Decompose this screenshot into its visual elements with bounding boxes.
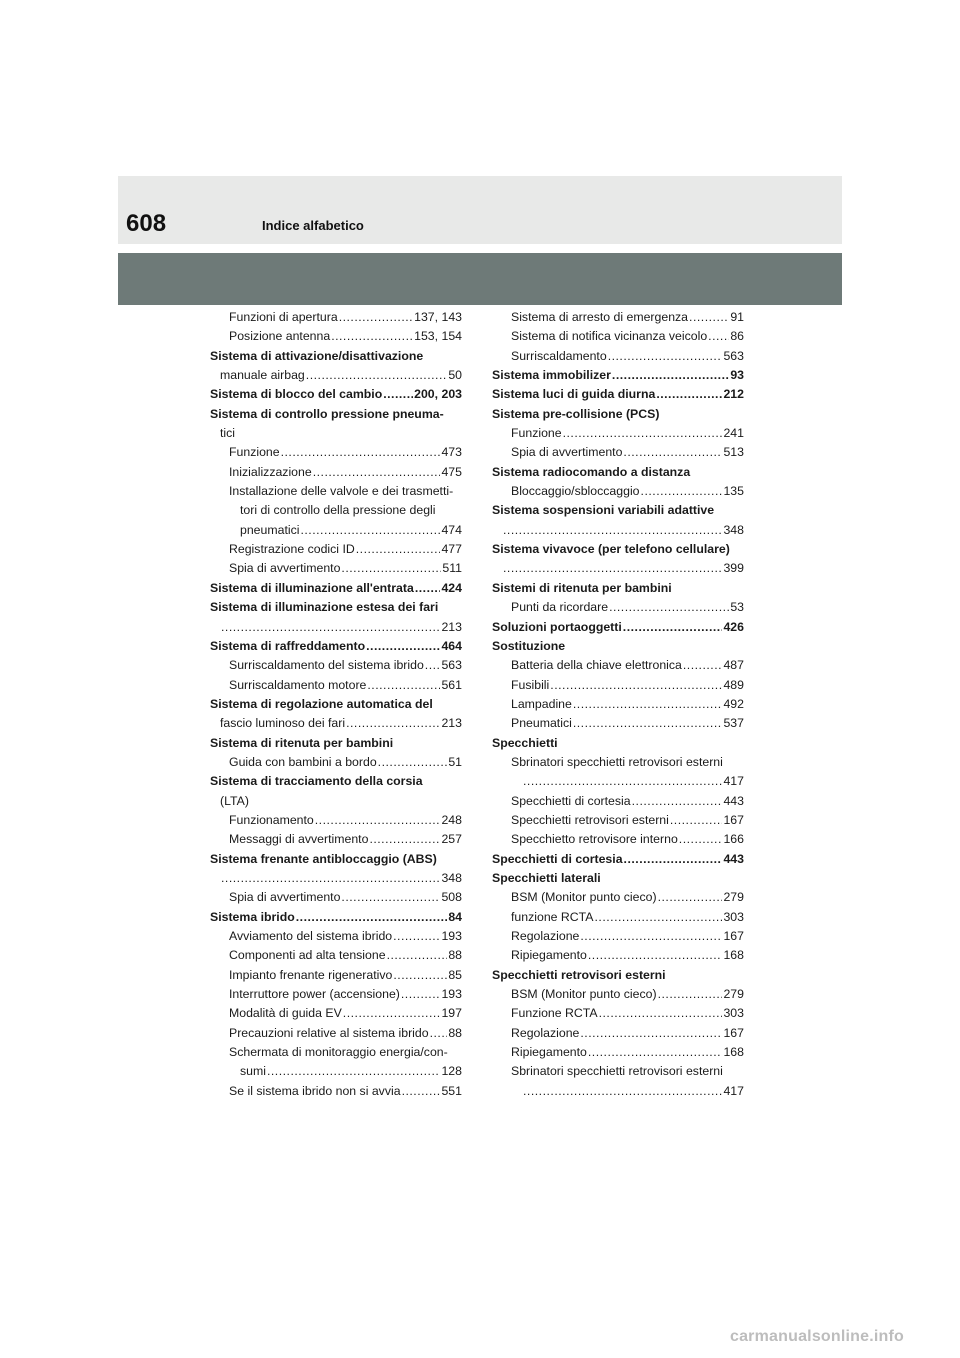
index-entry: [210, 811, 462, 830]
index-entry: [210, 714, 462, 733]
index-entry: [492, 424, 744, 443]
entry-term: Punti da ricordare: [511, 600, 609, 615]
entry-page: 167: [723, 1025, 744, 1040]
entry-page: 551: [441, 1083, 462, 1098]
dot-leader: [341, 888, 440, 907]
entry-term: Schermata di monitoraggio energia/con-: [229, 1045, 448, 1060]
index-entry: [492, 714, 744, 733]
index-entry: [210, 695, 462, 714]
page-number: 608: [126, 210, 167, 237]
entry-term: fascio luminoso dei fari: [220, 716, 346, 731]
index-entry: [210, 327, 462, 346]
index-entry: [210, 579, 462, 598]
index-entry: [492, 985, 744, 1004]
entry-page: 137, 143: [414, 310, 462, 324]
entry-term: Funzionamento: [229, 812, 314, 827]
entry-term: manuale airbag: [220, 368, 305, 383]
dot-leader: [632, 792, 723, 811]
entry-page: 212: [723, 387, 744, 402]
index-entry: [492, 405, 744, 424]
entry-page: 464: [441, 638, 462, 653]
dot-leader: [594, 908, 722, 927]
entry-term: Sistema di controllo pressione pneuma-: [210, 406, 444, 421]
entry-term: Sistema di ritenuta per bambini: [210, 735, 394, 750]
index-column-right: [492, 308, 744, 1101]
dot-leader: [550, 676, 722, 695]
index-entry: [492, 366, 744, 385]
index-entry: [492, 908, 744, 927]
entry-term: Modalità di guida EV: [229, 1006, 342, 1021]
entry-page: 213: [441, 619, 462, 634]
index-entry: [492, 1043, 744, 1062]
entry-term: Specchietti retrovisori esterni: [511, 812, 669, 827]
entry-page: 153, 154: [414, 329, 462, 344]
index-entry: [210, 656, 462, 675]
index-entry: [210, 559, 462, 578]
index-entry: [210, 424, 462, 443]
index-entry: [492, 540, 744, 559]
entry-page: 399: [723, 561, 744, 576]
dot-leader: [415, 579, 441, 598]
entry-term: Sistemi di ritenuta per bambini: [492, 580, 672, 595]
dot-leader: [281, 443, 441, 462]
index-entry: [492, 579, 744, 598]
index-entry: [210, 850, 462, 869]
dot-leader: [503, 559, 722, 578]
entry-term: Sistema pre-collisione (PCS): [492, 406, 660, 421]
entry-term: Specchietto retrovisore interno: [511, 832, 678, 847]
dot-leader: [313, 463, 441, 482]
dot-leader: [641, 482, 723, 501]
index-entry: [492, 695, 744, 714]
entry-term: Sistema di arresto di emergenza: [511, 310, 689, 324]
index-entry: [492, 1004, 744, 1023]
entry-term: Sistema radiocomando a distanza: [492, 464, 691, 479]
entry-page: 348: [723, 522, 744, 537]
entry-term: Surriscaldamento motore: [229, 677, 367, 692]
entry-page: 167: [723, 812, 744, 827]
entry-page: 561: [441, 677, 462, 692]
index-entry: [210, 908, 462, 927]
index-entry: [210, 1004, 462, 1023]
dot-leader: [689, 308, 729, 327]
dot-leader: [658, 985, 723, 1004]
entry-term: Regolazione: [511, 1025, 580, 1040]
entry-term: Sbrinatori specchietti retrovisori esterni: [511, 754, 723, 769]
entry-page: 537: [723, 716, 744, 731]
entry-page: 426: [723, 619, 744, 634]
dot-leader: [393, 927, 440, 946]
dot-leader: [609, 598, 729, 617]
entry-page: 128: [441, 1064, 462, 1079]
index-entry: [210, 792, 462, 811]
entry-term: Sistema di illuminazione estesa dei fari: [210, 600, 439, 615]
index-entry: [492, 869, 744, 888]
entry-term: Sistema ibrido: [210, 909, 295, 924]
dot-leader: [356, 540, 441, 559]
entry-term: Posizione antenna: [229, 329, 331, 344]
entry-term: Sistema di attivazione/disattivazione: [210, 348, 424, 363]
entry-page: 193: [441, 987, 462, 1002]
index-entry: [210, 405, 462, 424]
entry-term: Installazione delle valvole e dei trasmetti-: [229, 484, 454, 499]
dot-leader: [612, 366, 729, 385]
entry-term: Specchietti retrovisori esterni: [492, 967, 666, 982]
entry-term: funzione RCTA: [511, 909, 594, 924]
entry-term: tori di controllo della pressione degli: [240, 503, 436, 518]
index-entry: [492, 463, 744, 482]
entry-term: Sistema frenante antibloccaggio (ABS): [210, 851, 437, 866]
entry-term: sumi: [240, 1064, 266, 1079]
entry-term: Fusibili: [511, 677, 550, 692]
index-entry: [210, 540, 462, 559]
dot-leader: [341, 559, 441, 578]
entry-page: 489: [723, 677, 744, 692]
entry-page: 168: [723, 1045, 744, 1060]
index-entry: [492, 1024, 744, 1043]
entry-page: 200, 203: [414, 387, 462, 402]
index-entry: [210, 1024, 462, 1043]
entry-page: 511: [442, 561, 462, 576]
entry-page: 474: [441, 522, 462, 537]
section-banner: [118, 253, 842, 305]
entry-term: Messaggi di avvertimento: [229, 832, 369, 847]
entry-term: Spia di avvertimento: [511, 445, 623, 460]
dot-leader: [573, 695, 723, 714]
index-entry: [210, 637, 462, 656]
entry-term: Sistema vivavoce (per telefono cellulare): [492, 542, 730, 557]
dot-leader: [343, 1004, 441, 1023]
dot-leader: [580, 1024, 722, 1043]
index-entry: [210, 753, 462, 772]
index-entry: [492, 927, 744, 946]
entry-term: Sostituzione: [492, 638, 566, 653]
entry-page: 492: [723, 696, 744, 711]
index-entry: [492, 656, 744, 675]
entry-term: Avviamento del sistema ibrido: [229, 929, 393, 943]
index-entry: [210, 501, 462, 520]
entry-term: Sistema di raffreddamento: [210, 638, 366, 653]
entry-term: Funzione RCTA: [511, 1006, 598, 1021]
index-entry: [210, 308, 462, 327]
entry-page: 348: [441, 870, 462, 885]
dot-leader: [658, 888, 723, 907]
entry-page: 51: [448, 754, 462, 769]
index-entry: [492, 676, 744, 695]
entry-page: 91: [730, 310, 744, 324]
entry-term: Guida con bambini a bordo: [229, 754, 377, 769]
index-entry: [492, 966, 744, 985]
dot-leader: [346, 714, 440, 733]
entry-term: Sbrinatori specchietti retrovisori esterni: [511, 1064, 723, 1079]
dot-leader: [608, 347, 723, 366]
dot-leader: [393, 966, 447, 985]
entry-page: 443: [723, 793, 744, 808]
entry-term: Batteria della chiave elettronica: [511, 658, 682, 673]
entry-page: 417: [723, 1083, 744, 1098]
index-entry: [492, 501, 744, 520]
entry-term: (LTA): [220, 793, 249, 808]
dot-leader: [588, 1043, 723, 1062]
dot-leader: [683, 656, 723, 675]
dot-leader: [306, 366, 448, 385]
entry-page: 193: [441, 929, 462, 943]
index-entry: [210, 966, 462, 985]
index-entry: [210, 618, 462, 637]
entry-term: tici: [220, 426, 236, 441]
entry-term: Sistema di notifica vicinanza veicolo: [511, 329, 708, 344]
index-entry: [210, 521, 462, 540]
index-entry: [210, 443, 462, 462]
dot-leader: [367, 676, 440, 695]
entry-page: 135: [723, 484, 744, 499]
index-entry: [210, 772, 462, 791]
entry-term: Ripiegamento: [511, 948, 587, 963]
entry-term: Impianto frenante rigenerativo: [229, 967, 393, 982]
index-entry: [210, 482, 462, 501]
entry-term: Ripiegamento: [511, 1045, 587, 1060]
index-entry: [210, 1062, 462, 1081]
dot-leader: [624, 850, 723, 869]
dot-leader: [656, 385, 722, 404]
dot-leader: [623, 618, 723, 637]
index-entry: [492, 347, 744, 366]
dot-leader: [402, 1082, 441, 1101]
entry-page: 303: [723, 1006, 744, 1021]
entry-page: 563: [441, 658, 462, 673]
index-entry: [210, 385, 462, 404]
entry-term: Sistema luci di guida diurna: [492, 387, 656, 402]
entry-term: Specchietti: [492, 735, 558, 750]
dot-leader: [425, 656, 441, 675]
dot-leader: [599, 1004, 723, 1023]
dot-leader: [523, 1082, 722, 1101]
index-entry: [492, 888, 744, 907]
index-entry: [210, 985, 462, 1004]
entry-term: Sistema di blocco del cambio: [210, 387, 383, 402]
entry-term: BSM (Monitor punto cieco): [511, 987, 657, 1002]
index-entry: [492, 946, 744, 965]
index-entry: [492, 850, 744, 869]
dot-leader: [366, 637, 440, 656]
entry-term: BSM (Monitor punto cieco): [511, 890, 657, 905]
dot-leader: [503, 521, 722, 540]
entry-page: 53: [730, 600, 744, 615]
entry-term: pneumatici: [240, 522, 300, 537]
entry-term: Funzione: [511, 426, 562, 441]
dot-leader: [221, 869, 440, 888]
dot-leader: [378, 753, 448, 772]
index-entry: [210, 888, 462, 907]
dot-leader: [563, 424, 723, 443]
entry-term: Bloccaggio/sbloccaggio: [511, 484, 640, 499]
index-entry: [210, 676, 462, 695]
dot-leader: [331, 327, 413, 346]
index-entry: [492, 830, 744, 849]
index-entry: [210, 347, 462, 366]
entry-page: 84: [448, 909, 462, 924]
entry-page: 279: [723, 987, 744, 1002]
index-entry: [492, 1062, 744, 1081]
entry-term: Specchietti di cortesia: [492, 851, 623, 866]
index-entry: [492, 308, 744, 327]
entry-page: 197: [441, 1006, 462, 1021]
index-entry: [210, 598, 462, 617]
dot-leader: [267, 1062, 441, 1081]
dot-leader: [315, 811, 441, 830]
entry-page: 50: [448, 368, 462, 383]
entry-term: Sistema immobilizer: [492, 368, 611, 383]
index-entry: [492, 559, 744, 578]
entry-page: 168: [723, 948, 744, 963]
entry-page: 257: [441, 832, 462, 847]
entry-term: Specchietti di cortesia: [511, 793, 631, 808]
entry-term: Interruttore power (accensione): [229, 987, 400, 1002]
dot-leader: [387, 946, 448, 965]
index-entry: [492, 618, 744, 637]
dot-leader: [339, 308, 413, 327]
entry-page: 93: [730, 368, 744, 383]
index-entry: [210, 366, 462, 385]
index-entry: [492, 811, 744, 830]
index-entry: [492, 443, 744, 462]
index-entry: [492, 753, 744, 772]
index-entry: [492, 734, 744, 753]
dot-leader: [573, 714, 723, 733]
entry-term: Soluzioni portaoggetti: [492, 619, 622, 634]
entry-term: Sistema di regolazione automatica del: [210, 696, 433, 711]
entry-term: Componenti ad alta tensione: [229, 948, 386, 963]
entry-page: 473: [441, 445, 462, 460]
index-entry: [492, 1082, 744, 1101]
entry-term: Sistema di illuminazione all'entrata: [210, 580, 414, 595]
entry-page: 85: [448, 967, 462, 982]
entry-page: 166: [723, 832, 744, 847]
dot-leader: [580, 927, 722, 946]
entry-page: 279: [723, 890, 744, 905]
entry-page: 417: [723, 774, 744, 789]
entry-page: 88: [448, 948, 462, 963]
entry-page: 487: [723, 658, 744, 673]
header-band: [118, 176, 842, 244]
dot-leader: [221, 618, 440, 637]
entry-term: Spia di avvertimento: [229, 561, 341, 576]
entry-term: Sistema di tracciamento della corsia: [210, 774, 423, 789]
index-entry: [210, 1043, 462, 1062]
entry-page: 88: [448, 1025, 462, 1040]
entry-page: 213: [441, 716, 462, 731]
index-entry: [210, 463, 462, 482]
entry-page: 303: [723, 909, 744, 924]
index-entry: [210, 946, 462, 965]
index-entry: [492, 637, 744, 656]
dot-leader: [430, 1024, 448, 1043]
index-entry: [492, 792, 744, 811]
index-entry: [492, 385, 744, 404]
entry-term: Spia di avvertimento: [229, 890, 341, 905]
entry-term: Regolazione: [511, 929, 580, 943]
dot-leader: [369, 830, 440, 849]
index-entry: [492, 772, 744, 791]
index-entry: [210, 927, 462, 946]
index-entry: [210, 830, 462, 849]
entry-term: Funzione: [229, 445, 280, 460]
entry-page: 248: [441, 812, 462, 827]
watermark: carmanualsonline.info: [729, 1328, 904, 1345]
dot-leader: [401, 985, 441, 1004]
index-entry: [492, 327, 744, 346]
entry-page: 167: [723, 929, 744, 943]
entry-term: Funzioni di apertura: [229, 310, 338, 324]
entry-page: 513: [723, 445, 744, 460]
dot-leader: [623, 443, 722, 462]
entry-term: Registrazione codici ID: [229, 542, 355, 557]
index-entry: [210, 1082, 462, 1101]
entry-page: 475: [441, 464, 462, 479]
index-entry: [492, 598, 744, 617]
dot-leader: [300, 521, 440, 540]
index-entry: [210, 734, 462, 753]
entry-page: 508: [441, 890, 462, 905]
section-title: Indice alfabetico: [262, 218, 364, 233]
entry-term: Lampadine: [511, 696, 572, 711]
index-entry: [492, 482, 744, 501]
entry-page: 241: [723, 426, 744, 441]
dot-leader: [383, 385, 413, 404]
index-column-left: [210, 308, 462, 1101]
dot-leader: [588, 946, 723, 965]
entry-term: Surriscaldamento del sistema ibrido: [229, 658, 424, 673]
dot-leader: [670, 811, 723, 830]
dot-leader: [679, 830, 723, 849]
entry-term: Specchietti laterali: [492, 870, 601, 885]
index-entry: [492, 521, 744, 540]
entry-term: Precauzioni relative al sistema ibrido: [229, 1025, 429, 1040]
dot-leader: [523, 772, 722, 791]
entry-page: 563: [723, 348, 744, 363]
entry-term: Se il sistema ibrido non si avvia: [229, 1083, 401, 1098]
index-entry: [210, 869, 462, 888]
entry-term: Surriscaldamento: [511, 348, 607, 363]
dot-leader: [708, 327, 729, 346]
dot-leader: [296, 908, 448, 927]
entry-page: 477: [441, 542, 462, 557]
entry-page: 424: [441, 580, 462, 595]
entry-page: 443: [723, 851, 744, 866]
entry-term: Pneumatici: [511, 716, 572, 731]
entry-term: Inizializzazione: [229, 464, 312, 479]
entry-term: Sistema sospensioni variabili adattive: [492, 503, 715, 518]
entry-page: 86: [730, 329, 744, 344]
